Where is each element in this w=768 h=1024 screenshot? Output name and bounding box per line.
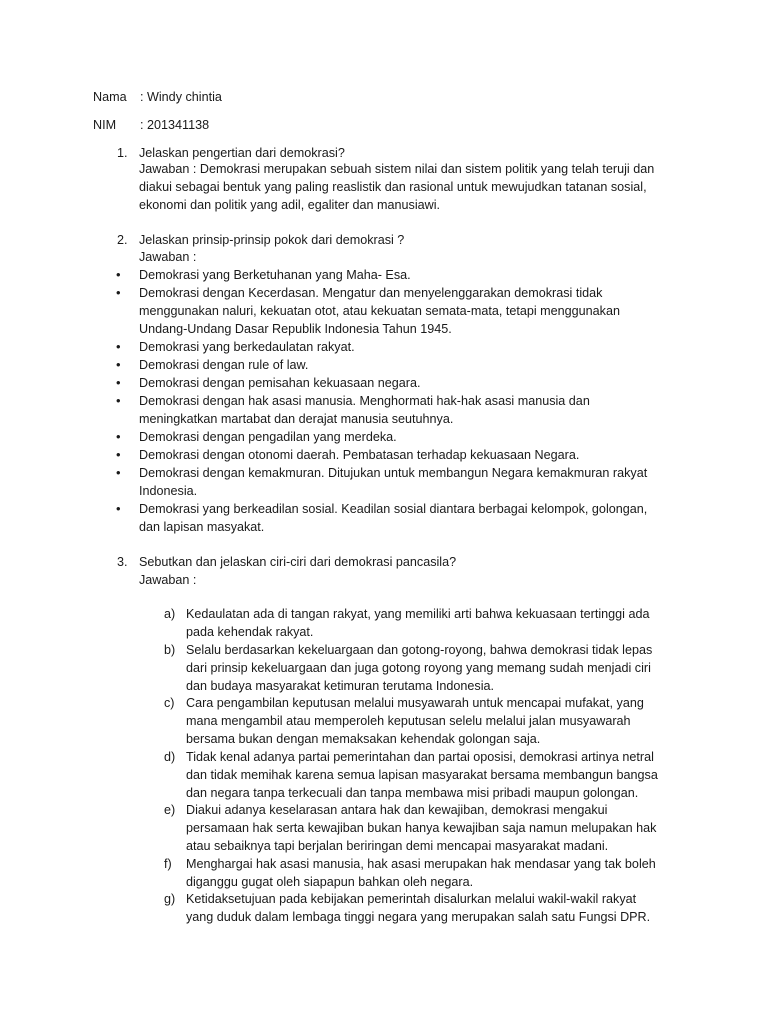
bullet-item: Demokrasi dengan pengadilan yang merdeka.: [139, 430, 397, 444]
list-letter: a): [164, 607, 176, 621]
list-item: Menghargai hak asasi manusia, hak asasi merupakan hak mendasar yang tak boleh: [186, 857, 656, 871]
list-letter: g): [164, 892, 176, 906]
bullet-item: Demokrasi yang berkedaulatan rakyat.: [139, 340, 355, 354]
list-item-continued: dan budaya masyarakat ketimuran terutama Indonesia.: [186, 679, 495, 693]
bullet-item-continued: meningkatkan martabat dan derajat manusia seutuhnya.: [139, 412, 454, 426]
list-item-continued: diganggu gugat oleh siapapun bahkan oleh negara.: [186, 875, 474, 889]
answer-1-line: Jawaban : Demokrasi merupakan sebuah sistem nilai dan sistem politik yang telah teruji dan: [139, 162, 655, 176]
question-2-text: Jelaskan prinsip-prinsip pokok dari demokrasi ?: [139, 233, 405, 247]
list-item-continued: yang duduk dalam lembaga tinggi negara yang merupakan salah satu Fungsi DPR.: [186, 910, 651, 924]
list-letter: c): [164, 696, 175, 710]
answer-1-line: ekonomi dan politik yang adil, egaliter dan manusiawi.: [139, 198, 441, 212]
bullet-icon: •: [116, 267, 121, 282]
list-letter: b): [164, 643, 176, 657]
list-letter: d): [164, 750, 176, 764]
bullet-item: Demokrasi yang Berketuhanan yang Maha- Esa.: [139, 268, 411, 282]
bullet-item-continued: dan lapisan masyakat.: [139, 520, 265, 534]
list-item-continued: bersama bukan dengan memaksakan kehendak golongan saja.: [186, 732, 541, 746]
question-3-text: Sebutkan dan jelaskan ciri-ciri dari demokrasi pancasila?: [139, 555, 457, 569]
bullet-item: Demokrasi dengan hak asasi manusia. Menghormati hak-hak asasi manusia dan: [139, 394, 590, 408]
bullet-icon: •: [116, 339, 121, 354]
list-item-continued: mana mengambil atau memperoleh keputusan selelu melalui jalan musyawarah: [186, 714, 631, 728]
list-letter: e): [164, 803, 176, 817]
bullet-item-continued: menggunakan naluri, kekuatan otot, atau kekuatan semata-mata, tetapi menggunakan: [139, 304, 620, 318]
question-2-number: 2.: [117, 233, 128, 247]
name-value: : Windy chintia: [140, 90, 222, 104]
list-item: Tidak kenal adanya partai pemerintahan dan partai oposisi, demokrasi artinya netral: [186, 750, 654, 764]
name-label: Nama: [93, 90, 127, 104]
list-item: Cara pengambilan keputusan melalui musyawarah untuk mencapai mufakat, yang: [186, 696, 644, 710]
list-item: Selalu berdasarkan kekeluargaan dan gotong-royong, bahwa demokrasi tidak lepas: [186, 643, 653, 657]
bullet-item: Demokrasi yang berkeadilan sosial. Keadilan sosial diantara berbagai kelompok, golongan,: [139, 502, 648, 516]
question-3-number: 3.: [117, 555, 128, 569]
list-item: Diakui adanya keselarasan antara hak dan kewajiban, demokrasi mengakui: [186, 803, 608, 817]
bullet-item: Demokrasi dengan pemisahan kekuasaan negara.: [139, 376, 421, 390]
bullet-item: Demokrasi dengan Kecerdasan. Mengatur dan menyelenggarakan demokrasi tidak: [139, 286, 603, 300]
list-item-continued: dan negara tanpa terkecuali dan tanpa membawa misi pribadi maupun golongan.: [186, 786, 639, 800]
bullet-icon: •: [116, 429, 121, 444]
list-item: Kedaulatan ada di tangan rakyat, yang memiliki arti bahwa kekuasaan tertinggi ada: [186, 607, 650, 621]
bullet-item: Demokrasi dengan rule of law.: [139, 358, 309, 372]
nim-label: NIM: [93, 118, 117, 132]
question-1-number: 1.: [117, 146, 128, 160]
bullet-icon: •: [116, 447, 121, 462]
list-letter: f): [164, 857, 172, 871]
bullet-item-continued: Undang-Undang Dasar Republik Indonesia Tahun 1945.: [139, 322, 452, 336]
bullet-icon: •: [116, 285, 121, 300]
answer-1-line: diakui sebagai bentuk yang paling reaslistik dan rasional untuk mewujudkan tatanan sosial,: [139, 180, 647, 194]
bullet-icon: •: [116, 375, 121, 390]
list-item-continued: dari prinsip kekeluargaan dan juga gotong royong yang memang sudah menjadi ciri: [186, 661, 651, 675]
bullet-icon: •: [116, 465, 121, 480]
list-item-continued: atau sebaiknya tapi berjalan beriringan demi mencapai masyarakat madani.: [186, 839, 609, 853]
bullet-item: Demokrasi dengan kemakmuran. Ditujukan untuk membangun Negara kemakmuran rakyat: [139, 466, 648, 480]
bullet-icon: •: [116, 501, 121, 516]
question-1-text: Jelaskan pengertian dari demokrasi?: [139, 146, 345, 160]
bullet-item: Demokrasi dengan otonomi daerah. Pembatasan terhadap kekuasaan Negara.: [139, 448, 580, 462]
list-item: Ketidaksetujuan pada kebijakan pemerintah disalurkan melalui wakil-wakil rakyat: [186, 892, 637, 906]
bullet-icon: •: [116, 393, 121, 408]
bullet-icon: •: [116, 357, 121, 372]
answer-2-label: Jawaban :: [139, 250, 197, 264]
answer-3-label: Jawaban :: [139, 573, 197, 587]
list-item-continued: pada kehendak rakyat.: [186, 625, 314, 639]
nim-value: : 201341138: [140, 118, 210, 132]
bullet-item-continued: Indonesia.: [139, 484, 198, 498]
list-item-continued: persamaan hak serta kewajiban bukan hanya kewajiban saja namun melupakan hak: [186, 821, 657, 835]
list-item-continued: dan tidak memihak karena semua lapisan masyarakat bersama membangun bangsa: [186, 768, 658, 782]
